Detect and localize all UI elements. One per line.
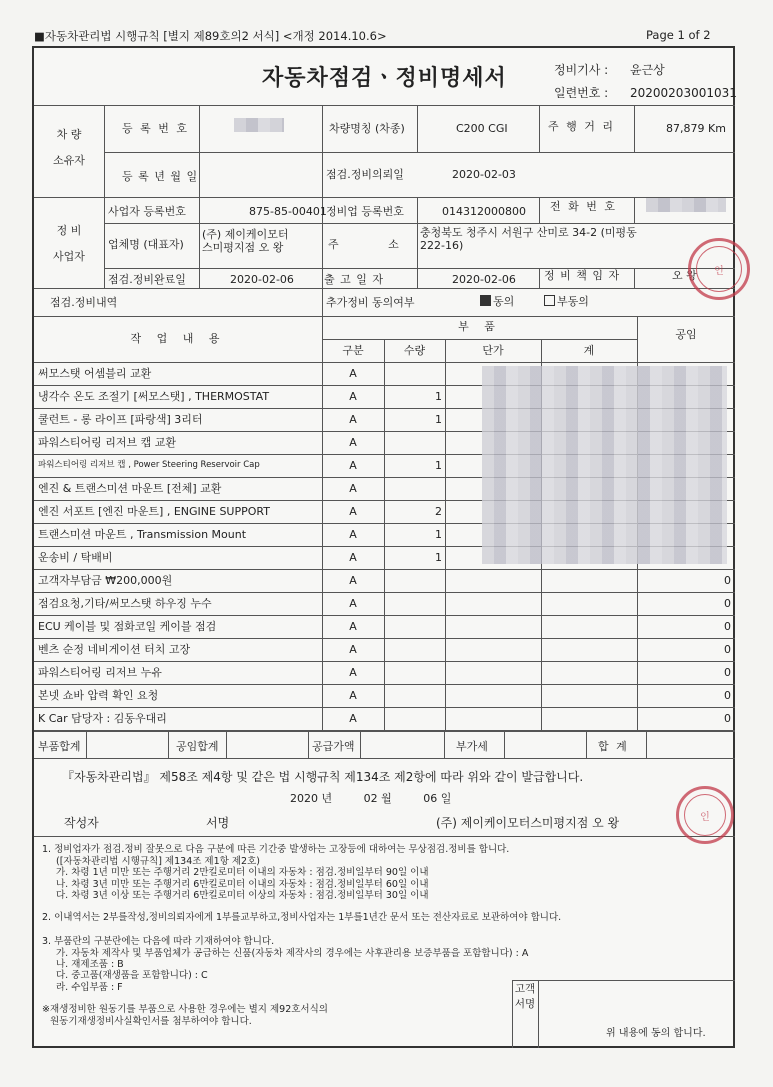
issue-month: 02	[363, 792, 378, 805]
agree-checkbox[interactable]	[480, 295, 491, 306]
note-line: 2. 이내역서는 2부를작성,정비의뢰자에게 1부를교부하고,정비사업자는 1부를1년간 문서 또는 전산자료로 보관하여야 합니다.	[42, 912, 562, 923]
serial-number: 20200203001031	[630, 86, 737, 100]
item-qty: 1	[435, 528, 442, 541]
grand-total-label: 합 계	[598, 740, 629, 753]
item-name: 쿨런트 - 롱 라이프 [파랑색] 3리터	[38, 413, 203, 426]
item-name: 엔진 서포트 [엔진 마운트] , ENGINE SUPPORT	[38, 505, 270, 518]
owner-section-label: 차 량 소유자	[53, 128, 85, 168]
item-name: ECU 케이블 및 점화코일 케이블 점검	[38, 620, 217, 633]
note-line: 나. 재제조품 : B	[56, 959, 124, 970]
mechanic-label: 정비기사 :	[554, 63, 609, 77]
model-value: C200 CGI	[456, 122, 508, 135]
details-label: 점검.정비내역	[50, 296, 118, 309]
business-section-label: 정 비 사업자	[53, 224, 85, 264]
item-type: A	[349, 528, 357, 541]
model-label: 차량명칭 (차종)	[329, 122, 405, 135]
item-qty: 2	[435, 505, 442, 518]
vat-label: 부가세	[456, 740, 488, 753]
col-price-header: 단가	[482, 344, 504, 357]
agreement-text: 위 내용에 동의 합니다.	[606, 1028, 706, 1039]
col-total-header: 계	[583, 344, 595, 357]
serial-label: 일련번호 :	[554, 86, 609, 100]
note-line: 나. 차령 3년 미만 또는 주행거리 6만킬로미터 이내의 자동차 : 점검.정비일부터 60일 이내	[56, 879, 429, 890]
issue-day: 06	[423, 792, 438, 805]
issue-date	[290, 792, 451, 805]
inspection-statement-form	[32, 46, 735, 1048]
item-labor: 0	[724, 712, 731, 725]
release-date-value: 2020-02-06	[452, 273, 516, 286]
item-type: A	[349, 666, 357, 679]
item-qty: 1	[435, 459, 442, 472]
work-content-header: 작 업 내 용	[130, 332, 226, 345]
phone-label: 전 화 번 호	[550, 200, 617, 213]
note-line: 다. 차령 3년 이상 또는 주행거리 6만킬로미터 이상의 자동차 : 점검.정비일부터 30일 이내	[56, 890, 429, 901]
issue-year-unit: 년	[321, 792, 333, 805]
mileage-label: 주 행 거 리	[548, 120, 615, 133]
release-date-label: 출 고 일 자	[324, 273, 384, 286]
item-type: A	[349, 413, 357, 426]
labor-total-label: 공임합계	[176, 740, 219, 753]
mileage-value: 87,879 Km	[666, 122, 726, 135]
item-labor: 0	[724, 597, 731, 610]
col-type-header: 구분	[342, 344, 364, 357]
item-name: 고객자부담금 ₩200,000원	[38, 574, 173, 587]
item-labor: 0	[724, 689, 731, 702]
col-qty-header: 수량	[403, 344, 426, 357]
issue-month-unit: 월	[381, 792, 392, 805]
address-label: 주 소	[328, 238, 399, 251]
item-name: 트랜스미션 마운트 , Transmission Mount	[38, 528, 247, 541]
writer-label: 작성자	[64, 816, 99, 830]
legal-statement: 『자동차관리법』 제58조 제4항 및 같은 법 시행규칙 제134조 제2항에 따라 위와 같이 발급합니다.	[62, 770, 584, 784]
item-type: A	[349, 390, 357, 403]
row-divider	[34, 592, 735, 593]
manager-value: 오 왕	[672, 269, 697, 282]
note-line: ※재생정비한 원동기를 부품으로 사용한 경우에는 별지 제92호서식의	[42, 1004, 328, 1015]
row-divider	[34, 684, 735, 685]
company-seal-stamp-2	[676, 786, 734, 844]
item-labor: 0	[724, 666, 731, 679]
item-labor: 0	[724, 620, 731, 633]
redacted-phone-number	[646, 198, 726, 212]
business-number-label: 사업자 등록번호	[108, 205, 186, 218]
note-line: 다. 중고품(재생품을 포함합니다) : C	[56, 970, 208, 981]
note-line: 가. 자동차 제작사 및 부품업체가 공급하는 신품(자동차 제작사의 경우에는 사후관리용 보증부품을 포함합니다) : A	[56, 948, 529, 959]
item-qty: 1	[435, 551, 442, 564]
parts-header: 부 품	[458, 320, 501, 333]
item-type: A	[349, 574, 357, 587]
reg-date-label: 등 록 년 월 일	[122, 170, 199, 183]
sign-label: 서명	[206, 816, 230, 830]
item-name: 엔진 & 트랜스미션 마운트 [전체] 교환	[38, 482, 222, 495]
seal-text: 인	[714, 265, 724, 277]
item-type: A	[349, 505, 357, 518]
supply-amount-label: 공급가액	[312, 740, 355, 753]
item-name: 본넷 쇼바 압력 확인 요청	[38, 689, 159, 702]
item-name: 써모스탯 어셈블리 교환	[38, 367, 152, 380]
issue-day-unit: 일	[440, 792, 452, 805]
item-labor: 0	[724, 574, 731, 587]
item-name: 점검요청,기타/써모스탯 하우징 누수	[38, 597, 212, 610]
customer-sign-label: 고객서명	[514, 983, 536, 1010]
item-labor: 0	[724, 643, 731, 656]
redacted-plate-number	[234, 118, 284, 132]
reg-number-label: 등 록 번 호	[122, 122, 189, 135]
item-type: A	[349, 689, 357, 702]
form-identifier: ■자동차관리법 시행규칙 [별지 제89호의2 서식] <개정 2014.10.6>	[34, 29, 387, 43]
item-qty: 1	[435, 413, 442, 426]
complete-date-value: 2020-02-06	[230, 273, 294, 286]
complete-date-label: 점검.정비완료일	[108, 273, 186, 286]
customer-signature-field[interactable]	[539, 981, 734, 1026]
company-label: 업체명 (대표자)	[108, 238, 184, 251]
item-name: 운송비 / 탁배비	[38, 551, 113, 564]
item-type: A	[349, 436, 357, 449]
item-name: 파워스티어링 리저브 캡 , Power Steering Reservoir Cap	[38, 460, 260, 470]
consent-agree-option[interactable]	[480, 295, 514, 308]
item-type: A	[349, 712, 357, 725]
item-type: A	[349, 459, 357, 472]
item-type: A	[349, 482, 357, 495]
item-type: A	[349, 367, 357, 380]
request-date-value: 2020-02-03	[452, 168, 516, 181]
disagree-checkbox[interactable]	[544, 295, 555, 306]
item-type: A	[349, 643, 357, 656]
manager-label: 정 비 책 임 자	[544, 269, 621, 282]
note-line: 라. 수입부품 : F	[56, 982, 123, 993]
row-divider	[34, 638, 735, 639]
item-type: A	[349, 597, 357, 610]
item-name: 파워스티어링 리저브 누유	[38, 666, 162, 679]
note-line: 가. 차령 1년 미만 또는 주행거리 2만킬로미터 이내의 자동차 : 점검.정비일부터 90일 이내	[56, 867, 429, 878]
issuer-name: (주) 제이케이모터스미평지점 오 왕	[436, 816, 620, 830]
row-divider	[34, 569, 735, 570]
seal-text-2: 인	[700, 811, 710, 823]
request-date-label: 점검.정비의뢰일	[326, 168, 404, 181]
note-line: 원동기재생정비사실확인서를 첨부하여야 합니다.	[50, 1016, 252, 1027]
item-name: 벤츠 순정 네비게이션 터치 고장	[38, 643, 191, 656]
document-title: 자동차점검ㆍ정비명세서	[262, 66, 507, 91]
row-divider	[34, 707, 735, 708]
redacted-prices	[482, 366, 727, 564]
item-type: A	[349, 620, 357, 633]
note-line: 1. 정비업자가 점검.정비 잘못으로 다음 구분에 따른 기간중 발생하는 고장등에 대하여는 무상점검.정비를 합니다.	[42, 844, 510, 855]
mechanic-name: 윤근상	[630, 63, 665, 77]
item-name: K Car 담당자 : 김동우대리	[38, 712, 167, 725]
disagree-label: 부동의	[557, 295, 589, 308]
parts-total-label: 부품합계	[38, 740, 81, 753]
shop-reg-label: 정비업 등록번호	[326, 205, 404, 218]
consent-disagree-option[interactable]	[544, 295, 589, 308]
shop-reg-value: 014312000800	[442, 205, 526, 218]
row-divider	[34, 615, 735, 616]
address-value: 충청북도 청주시 서원구 산미로 34-2 (미평동 222-16)	[420, 226, 637, 253]
company-value: (주) 제이케이모터 스미평지점 오 왕	[202, 228, 289, 255]
note-line: 3. 부품란의 구분란에는 다음에 따라 기재하여야 합니다.	[42, 936, 275, 947]
item-name: 냉각수 온도 조절기 [써모스탯] , THERMOSTAT	[38, 390, 270, 403]
labor-header: 공임	[675, 328, 697, 341]
consent-label: 추가정비 동의여부	[326, 296, 415, 309]
item-qty: 1	[435, 390, 442, 403]
item-type: A	[349, 551, 357, 564]
page-indicator: Page 1 of 2	[646, 28, 711, 42]
issue-year: 2020	[290, 792, 318, 805]
company-seal-stamp	[688, 238, 750, 300]
row-divider	[34, 661, 735, 662]
item-name: 파워스티어링 리저브 캡 교환	[38, 436, 177, 449]
business-number-value: 875-85-00401	[249, 205, 327, 218]
agree-label: 동의	[493, 295, 515, 308]
note-line: ([자동차관리법 시행규칙] 제134조 제1항 제2호)	[56, 856, 260, 867]
